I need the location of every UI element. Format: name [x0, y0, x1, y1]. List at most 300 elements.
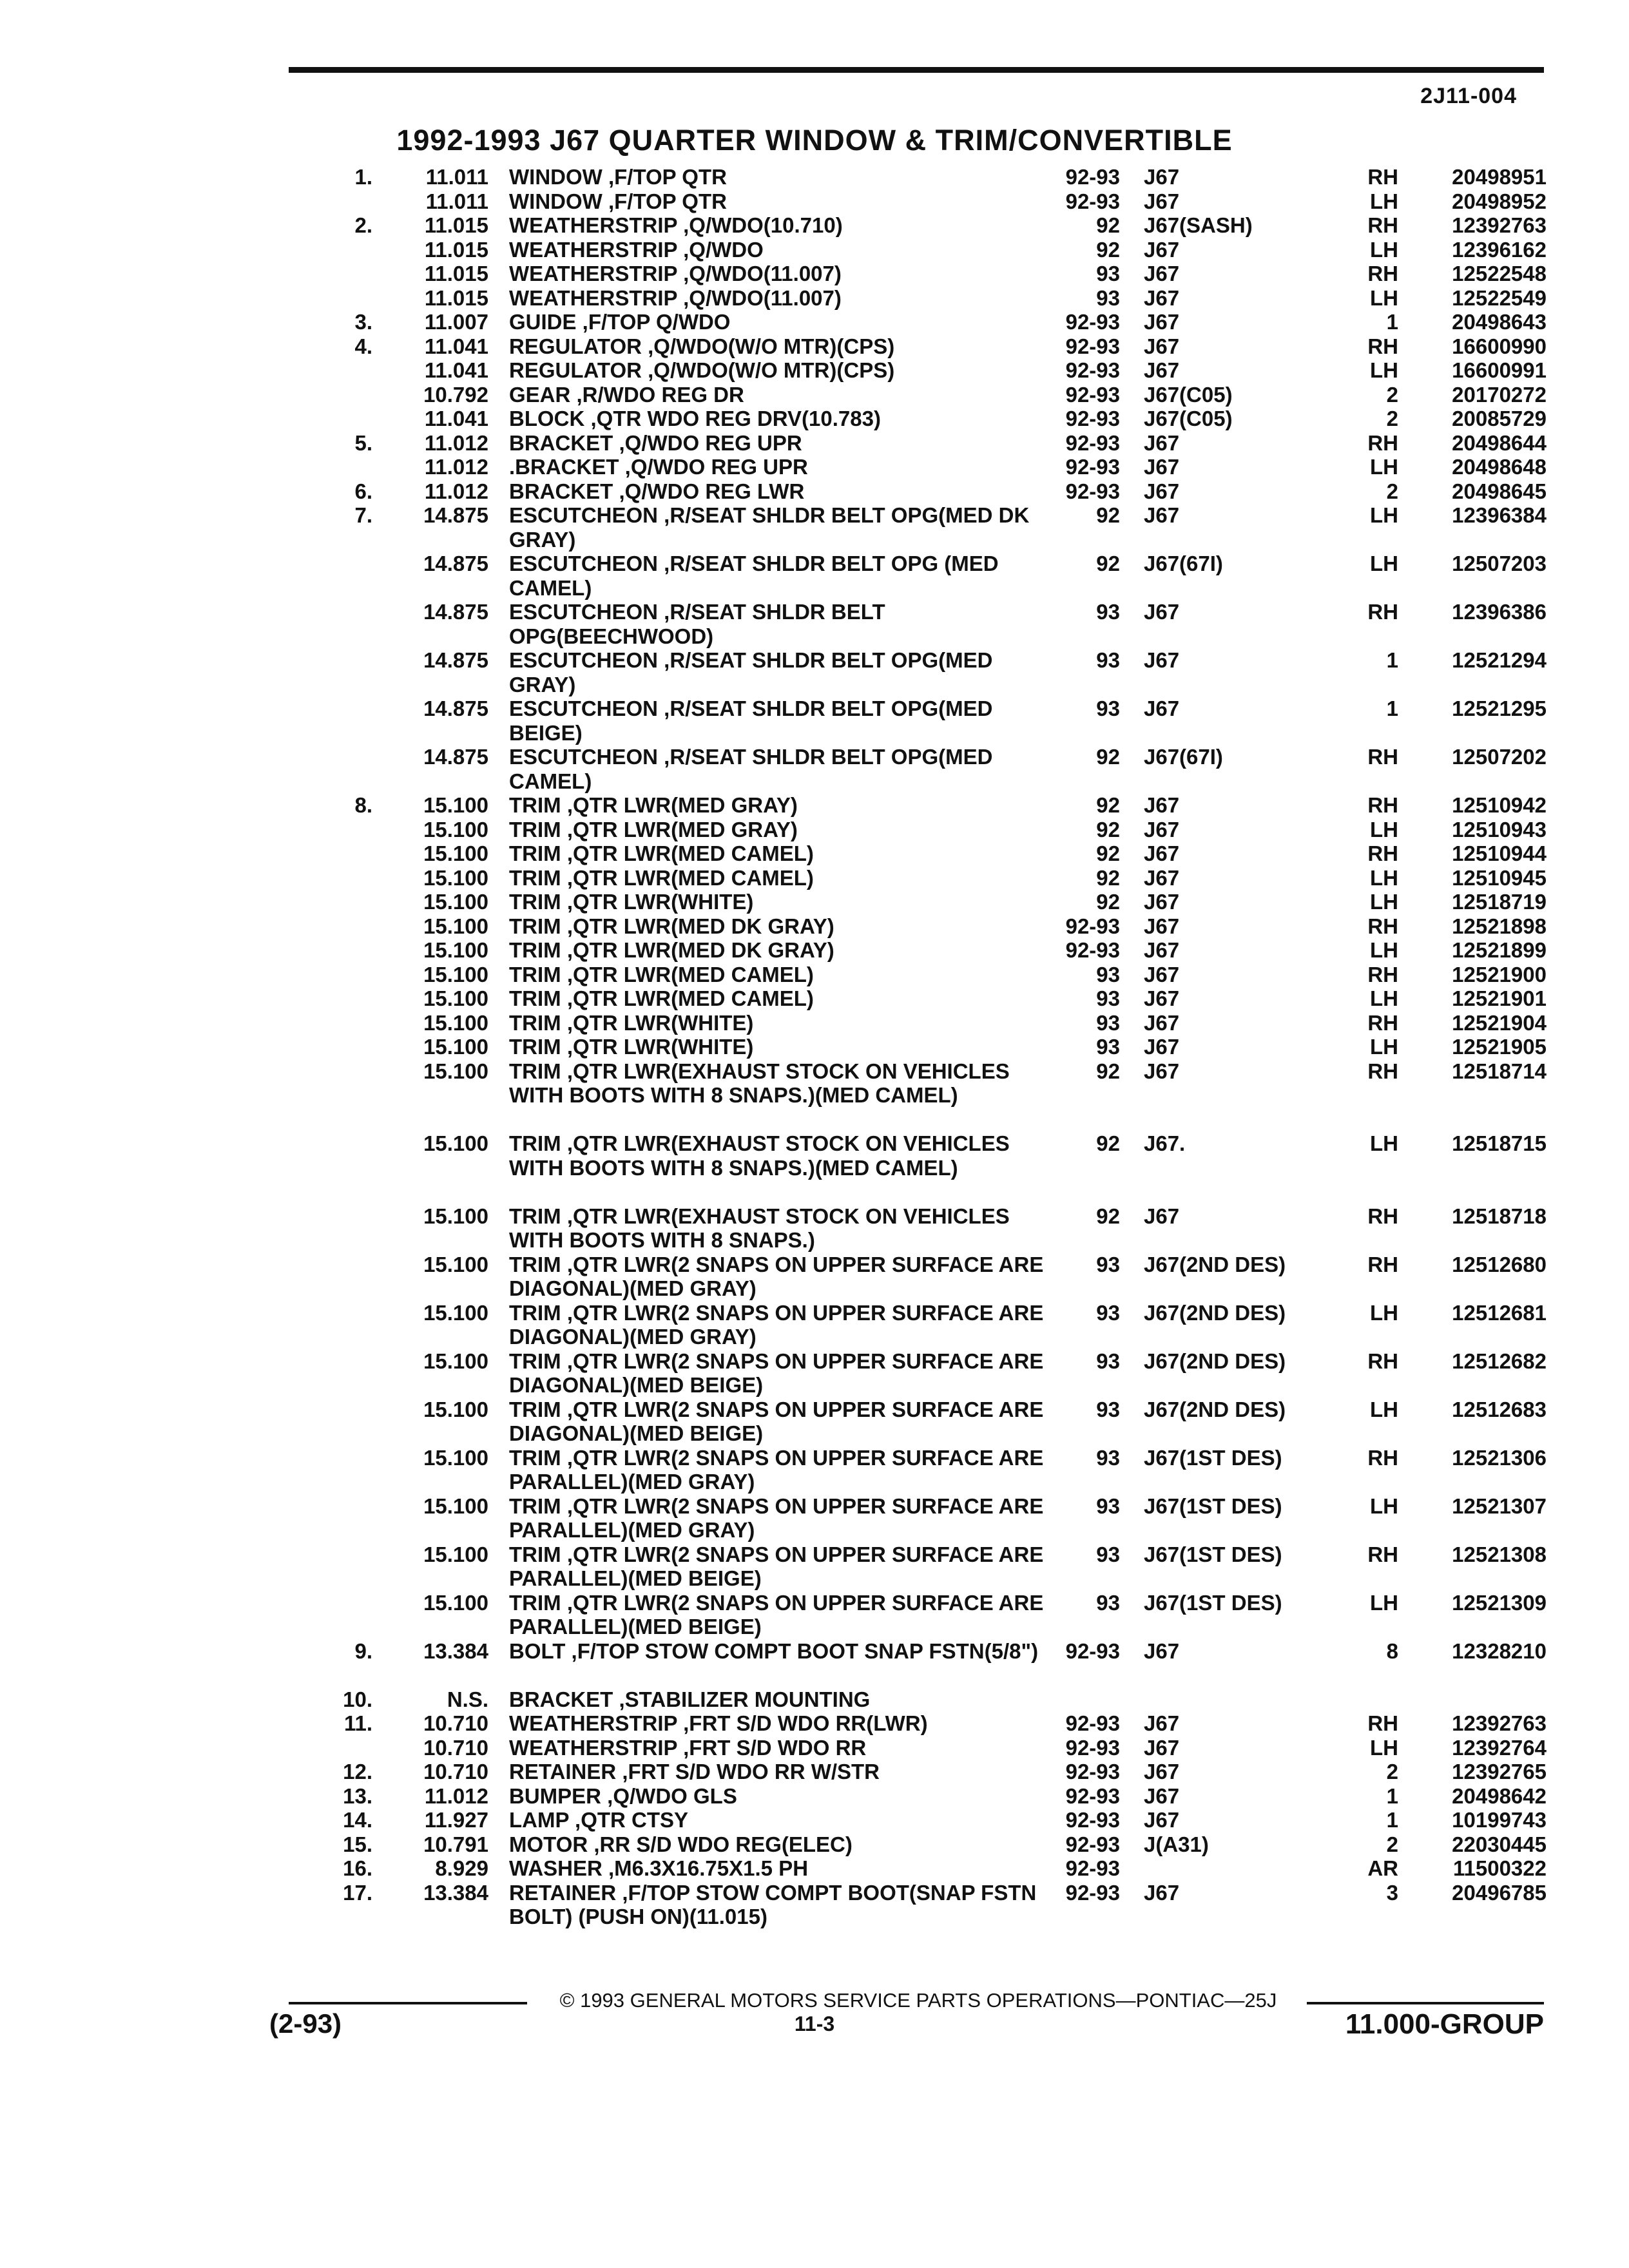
group-number: 14.875: [423, 745, 488, 769]
model-year: 93: [1096, 285, 1120, 310]
model-code: J67(2ND DES): [1144, 1349, 1286, 1373]
model-code: J67: [1144, 817, 1180, 841]
model-code: J67: [1144, 1880, 1180, 1905]
part-description: [509, 262, 1044, 286]
part-description: [509, 1808, 1044, 1832]
part-number: 12521309: [1452, 1590, 1547, 1615]
table-row: [0, 383, 1629, 407]
model-year: 93: [1096, 648, 1120, 672]
part-description-text: BRACKET ,Q/WDO REG LWR: [509, 479, 805, 503]
part-description-text: WINDOW ,F/TOP QTR: [509, 165, 727, 189]
ref-number: 2.: [354, 213, 372, 237]
model-code: J67(2ND DES): [1144, 1300, 1286, 1325]
part-number: 12521905: [1452, 1035, 1547, 1059]
quantity: RH: [1367, 213, 1398, 237]
table-row: [0, 600, 1629, 648]
part-description: [509, 600, 1044, 648]
part-number: 12512682: [1452, 1349, 1547, 1373]
model-code: J67(SASH): [1144, 213, 1253, 237]
table-row: [0, 1784, 1629, 1809]
part-number: 22030445: [1452, 1832, 1547, 1856]
table-row: [0, 1494, 1629, 1542]
part-description-text: TRIM ,QTR LWR(2 SNAPS ON UPPER SURFACE ARE PARALLEL)(MED GRAY): [509, 1445, 1044, 1494]
part-description-text: TRIM ,QTR LWR(2 SNAPS ON UPPER SURFACE ARE DIAGONAL)(MED BEIGE): [509, 1397, 1044, 1445]
group-number: 11.041: [424, 334, 488, 358]
table-row: [0, 189, 1629, 214]
group-number: 15.100: [423, 890, 488, 914]
part-description: [509, 238, 1044, 262]
part-description-text: .BRACKET ,Q/WDO REG UPR: [509, 455, 808, 479]
ref-number: 3.: [354, 310, 372, 334]
part-description: [509, 841, 1044, 866]
model-year: 92-93: [1065, 1711, 1120, 1735]
model-year: 92-93: [1065, 914, 1120, 938]
model-year: 92-93: [1065, 334, 1120, 358]
model-year: 92-93: [1065, 938, 1120, 962]
table-row: [0, 938, 1629, 963]
part-number: 20170272: [1452, 382, 1547, 407]
part-number: 12521900: [1452, 962, 1547, 986]
ref-number: 9.: [354, 1639, 372, 1663]
model-year: 93: [1096, 262, 1120, 285]
table-row: [0, 455, 1629, 479]
part-description-text: BRACKET ,STABILIZER MOUNTING: [509, 1687, 871, 1711]
model-year: 92-93: [1065, 1735, 1120, 1760]
part-number: 20498951: [1452, 165, 1547, 189]
model-year: 93: [1096, 1300, 1120, 1325]
quantity: 1: [1386, 648, 1398, 672]
model-code: J67: [1144, 1808, 1180, 1832]
group-number: 11.012: [424, 479, 488, 503]
table-row: [0, 1711, 1629, 1736]
part-number: 12518715: [1452, 1131, 1547, 1155]
quantity: RH: [1367, 1010, 1398, 1035]
group-number: 15.100: [423, 1300, 488, 1325]
ref-number: 16.: [343, 1856, 372, 1880]
part-description: [509, 1349, 1044, 1398]
part-number: 12518718: [1452, 1204, 1547, 1228]
model-year: 93: [1096, 697, 1120, 720]
part-description: [509, 1784, 1044, 1809]
part-description: [509, 503, 1044, 552]
model-code: J67: [1144, 165, 1180, 189]
quantity: LH: [1370, 817, 1398, 841]
quantity: RH: [1367, 745, 1398, 769]
part-number: 20498952: [1452, 189, 1547, 213]
quantity: 8: [1386, 1639, 1398, 1663]
table-row: [0, 648, 1629, 697]
model-code: J67(C05): [1144, 407, 1233, 430]
quantity: RH: [1367, 1204, 1398, 1228]
footer-rule-left: [289, 2002, 527, 2004]
table-row: [0, 1736, 1629, 1760]
part-description: [509, 818, 1044, 842]
group-number: 15.100: [423, 865, 488, 890]
quantity: RH: [1367, 914, 1398, 938]
quantity: LH: [1370, 1397, 1398, 1421]
part-description-text: TRIM ,QTR LWR(2 SNAPS ON UPPER SURFACE ARE DIAGONAL)(MED BEIGE): [509, 1349, 1044, 1397]
group-number: 10.710: [423, 1760, 488, 1783]
quantity: RH: [1367, 430, 1398, 455]
table-row: [0, 963, 1629, 987]
model-code: J67: [1144, 841, 1180, 865]
model-code: J67: [1144, 1035, 1180, 1059]
table-row: [0, 479, 1629, 504]
group-label: 11.000-GROUP: [1345, 2008, 1544, 2040]
quantity: RH: [1367, 841, 1398, 865]
model-code: J67: [1144, 600, 1180, 624]
part-description: [509, 213, 1044, 238]
part-description: [509, 1035, 1044, 1059]
quantity: RH: [1367, 1711, 1398, 1735]
group-number: 10.791: [423, 1832, 488, 1856]
part-number: 12521904: [1452, 1010, 1547, 1035]
model-code: J67(C05): [1144, 382, 1233, 407]
part-description-text: TRIM ,QTR LWR(MED CAMEL): [509, 962, 814, 986]
part-description: [509, 745, 1044, 793]
table-row: [0, 1639, 1629, 1687]
group-number: 15.100: [423, 1204, 488, 1228]
quantity: RH: [1367, 1059, 1398, 1083]
group-number: 11.011: [425, 165, 488, 189]
model-code: J67: [1144, 793, 1180, 817]
part-description: [509, 383, 1044, 407]
part-number: 20496785: [1452, 1880, 1547, 1905]
model-year: 93: [1096, 1445, 1120, 1470]
quantity: RH: [1367, 1252, 1398, 1276]
part-description-text: BOLT ,F/TOP STOW COMPT BOOT SNAP FSTN(5/8"): [509, 1639, 1039, 1663]
part-description-text: TRIM ,QTR LWR(2 SNAPS ON UPPER SURFACE ARE PARALLEL)(MED BEIGE): [509, 1542, 1044, 1590]
part-description: [509, 1639, 1044, 1664]
part-description-text: TRIM ,QTR LWR(2 SNAPS ON UPPER SURFACE ARE PARALLEL)(MED BEIGE): [509, 1590, 1044, 1639]
group-number: 15.100: [423, 938, 488, 962]
part-description: [509, 455, 1044, 479]
table-row: [0, 334, 1629, 359]
quantity: AR: [1367, 1856, 1398, 1880]
model-year: 92: [1096, 793, 1120, 817]
table-row: [0, 1301, 1629, 1349]
model-code: J67(1ST DES): [1144, 1494, 1282, 1518]
part-number: 12510944: [1452, 841, 1547, 865]
group-number: 11.041: [424, 358, 488, 382]
part-number: 11500322: [1452, 1856, 1547, 1880]
group-number: 14.875: [423, 600, 488, 624]
table-row: [0, 238, 1629, 262]
part-description: [509, 552, 1044, 600]
table-row: [0, 1760, 1629, 1784]
model-code: J67: [1144, 1639, 1180, 1663]
model-year: 92-93: [1065, 455, 1120, 479]
group-number: 10.792: [423, 382, 488, 407]
ref-number: 14.: [343, 1808, 372, 1832]
part-description-text: TRIM ,QTR LWR(MED DK GRAY): [509, 914, 834, 938]
model-code: J67: [1144, 1059, 1180, 1083]
part-description-text: TRIM ,QTR LWR(2 SNAPS ON UPPER SURFACE ARE PARALLEL)(MED GRAY): [509, 1494, 1044, 1542]
quantity: RH: [1367, 165, 1398, 189]
model-year: 93: [1096, 1010, 1120, 1035]
part-description: [509, 1253, 1044, 1301]
part-description-text: TRIM ,QTR LWR(EXHAUST STOCK ON VEHICLES WITH BOOTS WITH 8 SNAPS.)(MED CAMEL): [509, 1131, 1010, 1180]
part-number: 12507203: [1452, 552, 1547, 575]
table-row: [0, 841, 1629, 866]
part-number: 12518719: [1452, 890, 1547, 914]
part-description-text: ESCUTCHEON ,R/SEAT SHLDR BELT OPG(BEECHWOOD): [509, 600, 885, 648]
table-row: [0, 1253, 1629, 1301]
group-number: 15.100: [423, 1131, 488, 1155]
quantity: LH: [1370, 938, 1398, 962]
group-number: 15.100: [423, 1252, 488, 1276]
model-year: 92-93: [1065, 1760, 1120, 1783]
quantity: 2: [1386, 1760, 1398, 1783]
table-row: [0, 1856, 1629, 1881]
quantity: LH: [1370, 285, 1398, 310]
group-number: N.S.: [447, 1687, 488, 1711]
model-year: 92-93: [1065, 1783, 1120, 1808]
group-number: 15.100: [423, 1397, 488, 1421]
group-number: 15.100: [423, 1445, 488, 1470]
model-year: 92-93: [1065, 430, 1120, 455]
part-number: 12521295: [1452, 697, 1547, 720]
quantity: 1: [1386, 697, 1398, 720]
group-number: 15.100: [423, 914, 488, 938]
part-description-text: WINDOW ,F/TOP QTR: [509, 189, 727, 213]
part-number: 12507202: [1452, 745, 1547, 769]
quantity: LH: [1370, 237, 1398, 262]
group-number: 15.100: [423, 1542, 488, 1566]
part-number: 12396384: [1452, 503, 1547, 527]
group-number: 14.875: [423, 648, 488, 672]
table-row: [0, 1808, 1629, 1832]
quantity: LH: [1370, 503, 1398, 527]
table-row: [0, 1832, 1629, 1857]
part-description: [509, 1204, 1044, 1253]
part-description-text: TRIM ,QTR LWR(MED DK GRAY): [509, 938, 834, 962]
group-number: 15.100: [423, 1590, 488, 1615]
quantity: LH: [1370, 455, 1398, 479]
part-number: 20498644: [1452, 430, 1547, 455]
part-description-text: ESCUTCHEON ,R/SEAT SHLDR BELT OPG(MED CAMEL): [509, 745, 993, 793]
ref-number: 17.: [343, 1880, 372, 1905]
model-year: 93: [1096, 1397, 1120, 1421]
table-row: [0, 1687, 1629, 1712]
table-row: [0, 1349, 1629, 1398]
table-row: [0, 1059, 1629, 1132]
part-description-text: GUIDE ,F/TOP Q/WDO: [509, 310, 731, 334]
quantity: RH: [1367, 600, 1398, 624]
part-description-text: WEATHERSTRIP ,FRT S/D WDO RR: [509, 1735, 867, 1760]
model-code: J67: [1144, 189, 1180, 213]
part-description-text: TRIM ,QTR LWR(WHITE): [509, 1035, 754, 1059]
group-number: 15.100: [423, 962, 488, 986]
table-row: [0, 866, 1629, 890]
part-description: [509, 1059, 1044, 1108]
part-number: 12396162: [1452, 237, 1547, 262]
table-row: [0, 890, 1629, 914]
part-number: 12510943: [1452, 817, 1547, 841]
group-number: 10.710: [423, 1711, 488, 1735]
group-number: 15.100: [423, 1349, 488, 1373]
model-code: J67: [1144, 1783, 1180, 1808]
model-year: 92: [1096, 865, 1120, 890]
model-code: J67(1ST DES): [1144, 1542, 1282, 1566]
group-number: 11.015: [424, 213, 488, 237]
model-code: J67: [1144, 455, 1180, 479]
part-description: [509, 1398, 1044, 1446]
quantity: 2: [1386, 382, 1398, 407]
part-description: [509, 358, 1044, 383]
part-description: [509, 1542, 1044, 1591]
part-number: 12396386: [1452, 600, 1547, 624]
part-description: [509, 1131, 1044, 1180]
quantity: LH: [1370, 890, 1398, 914]
quantity: LH: [1370, 1590, 1398, 1615]
model-year: 92-93: [1065, 407, 1120, 430]
part-number: 16600990: [1452, 334, 1547, 358]
quantity: LH: [1370, 552, 1398, 575]
model-code: J67: [1144, 865, 1180, 890]
table-row: [0, 1131, 1629, 1204]
ref-number: 6.: [354, 479, 372, 503]
part-number: 16600991: [1452, 358, 1547, 382]
model-year: 93: [1096, 1252, 1120, 1276]
quantity: 3: [1386, 1880, 1398, 1905]
model-year: 92-93: [1065, 479, 1120, 503]
group-number: 14.875: [423, 503, 488, 527]
group-number: 15.100: [423, 1010, 488, 1035]
table-row: [0, 1204, 1629, 1253]
model-year: 92-93: [1065, 1639, 1120, 1663]
model-code: J67: [1144, 1010, 1180, 1035]
model-year: 92: [1096, 1059, 1120, 1083]
group-number: 11.015: [424, 262, 488, 285]
model-code: J67: [1144, 1711, 1180, 1735]
group-number: 15.100: [423, 793, 488, 817]
part-description-text: MOTOR ,RR S/D WDO REG(ELEC): [509, 1832, 853, 1856]
model-year: 93: [1096, 1542, 1120, 1566]
part-description: [509, 890, 1044, 914]
part-description: [509, 1881, 1044, 1929]
model-code: J67: [1144, 1204, 1180, 1228]
quantity: 1: [1386, 1808, 1398, 1832]
ref-number: 13.: [343, 1783, 372, 1808]
part-description: [509, 963, 1044, 987]
part-description-text: TRIM ,QTR LWR(WHITE): [509, 890, 754, 914]
model-code: J67: [1144, 285, 1180, 310]
date-code: (2-93): [269, 2008, 342, 2039]
part-number: 12521898: [1452, 914, 1547, 938]
model-code: J67(2ND DES): [1144, 1252, 1286, 1276]
model-year: 92-93: [1065, 189, 1120, 213]
part-number: 12521294: [1452, 648, 1547, 672]
part-number: 20498643: [1452, 310, 1547, 334]
footer-rule-right: [1307, 2002, 1544, 2004]
model-code: J67(1ST DES): [1144, 1590, 1282, 1615]
quantity: 2: [1386, 479, 1398, 503]
table-row: [0, 431, 1629, 456]
part-description-text: BUMPER ,Q/WDO GLS: [509, 1783, 737, 1808]
part-description-text: TRIM ,QTR LWR(MED GRAY): [509, 817, 798, 841]
part-description-text: GEAR ,R/WDO REG DR: [509, 382, 744, 407]
group-number: 15.100: [423, 1059, 488, 1083]
part-description-text: BRACKET ,Q/WDO REG UPR: [509, 430, 802, 455]
part-description: [509, 1736, 1044, 1760]
part-description-text: TRIM ,QTR LWR(EXHAUST STOCK ON VEHICLES WITH BOOTS WITH 8 SNAPS.): [509, 1204, 1010, 1252]
table-row: [0, 793, 1629, 818]
model-year: 93: [1096, 1035, 1120, 1059]
part-description-text: REGULATOR ,Q/WDO(W/O MTR)(CPS): [509, 334, 895, 358]
model-year: 92-93: [1065, 1832, 1120, 1856]
model-year: 92: [1096, 745, 1120, 769]
group-number: 15.100: [423, 1035, 488, 1059]
model-year: 93: [1096, 1349, 1120, 1373]
table-row: [0, 986, 1629, 1011]
quantity: 2: [1386, 407, 1398, 430]
model-year: 92: [1096, 552, 1120, 575]
model-code: J67: [1144, 962, 1180, 986]
part-description: [509, 1446, 1044, 1494]
group-number: 14.875: [423, 552, 488, 575]
table-row: [0, 1398, 1629, 1446]
part-number: 20498642: [1452, 1783, 1547, 1808]
table-row: [0, 503, 1629, 552]
part-number: 12518714: [1452, 1059, 1547, 1083]
part-description: [509, 165, 1044, 189]
quantity: RH: [1367, 962, 1398, 986]
group-number: 13.384: [423, 1639, 488, 1663]
part-description: [509, 914, 1044, 939]
part-description-text: WEATHERSTRIP ,Q/WDO(10.710): [509, 213, 843, 237]
group-number: 15.100: [423, 986, 488, 1010]
model-year: 92-93: [1065, 1856, 1120, 1880]
model-year: 92: [1096, 503, 1120, 527]
quantity: LH: [1370, 1035, 1398, 1059]
table-row: [0, 262, 1629, 286]
quantity: RH: [1367, 1349, 1398, 1373]
part-description-text: REGULATOR ,Q/WDO(W/O MTR)(CPS): [509, 358, 895, 382]
quantity: RH: [1367, 1445, 1398, 1470]
ref-number: 12.: [343, 1760, 372, 1783]
part-description: [509, 286, 1044, 311]
part-description: [509, 479, 1044, 504]
group-number: 11.011: [425, 189, 488, 213]
model-year: 93: [1096, 1494, 1120, 1518]
part-number: 12521306: [1452, 1445, 1547, 1470]
quantity: LH: [1370, 1131, 1398, 1155]
model-year: 92: [1096, 1204, 1120, 1228]
part-description: [509, 1711, 1044, 1736]
model-code: J67: [1144, 237, 1180, 262]
table-row: [0, 697, 1629, 745]
table-row: [0, 1542, 1629, 1591]
group-number: 13.384: [423, 1880, 488, 1905]
group-number: 11.015: [424, 237, 488, 262]
part-description: [509, 431, 1044, 456]
part-description-text: TRIM ,QTR LWR(MED CAMEL): [509, 865, 814, 890]
model-year: 92-93: [1065, 358, 1120, 382]
part-number: 20085729: [1452, 407, 1547, 430]
part-description-text: WEATHERSTRIP ,Q/WDO: [509, 237, 764, 262]
model-code: J67: [1144, 1735, 1180, 1760]
part-description: [509, 334, 1044, 359]
model-year: 93: [1096, 986, 1120, 1010]
part-number: 12392765: [1452, 1760, 1547, 1783]
table-row: [0, 213, 1629, 238]
part-number: 20498648: [1452, 455, 1547, 479]
part-description: [509, 407, 1044, 431]
part-number: 12512681: [1452, 1300, 1547, 1325]
part-description-text: RETAINER ,FRT S/D WDO RR W/STR: [509, 1760, 880, 1783]
table-row: [0, 818, 1629, 842]
